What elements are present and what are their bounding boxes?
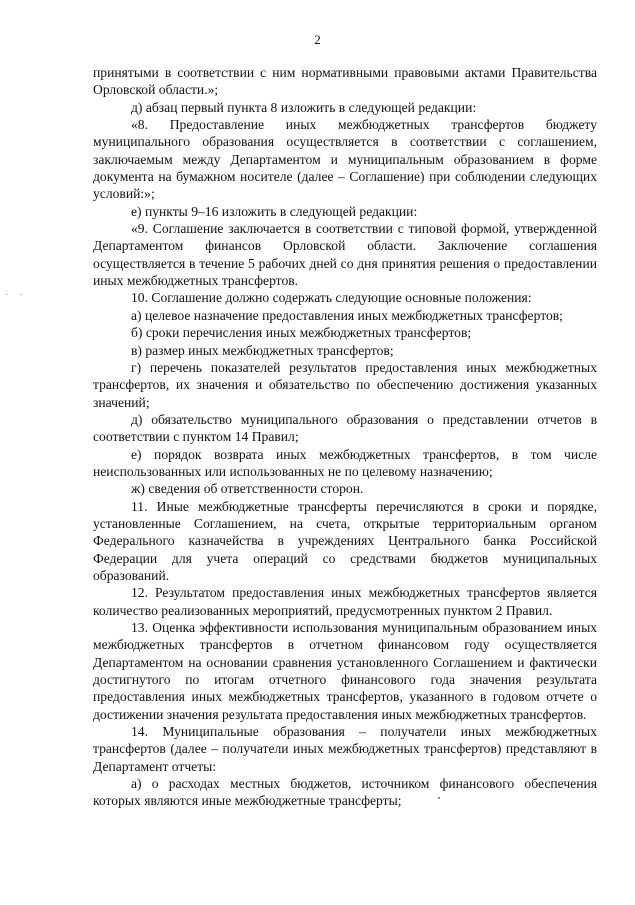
paragraph: ж) сведения об ответственности сторон. <box>131 481 364 497</box>
paragraph: «8. Предоставление иных межбюджетных трансфертов бюджету муниципального образования осуществляется в соответствии с соглашением, заключаемым между Департаментом и муниципальным образованием в форме документа на бумажном носителе (далее – Соглашение) при соблюдении следующих условий:»; <box>93 117 597 202</box>
paragraph: 11. Иные межбюджетные трансферты перечисляются в сроки и порядке, установленные Соглашением, на счета, открытые территориальным органом Федерального казначейства в учреждениях Центрального банка Российской Федерации для учета операций со средствами бюджетов муниципальных образований. <box>93 498 597 583</box>
paragraph: б) сроки перечисления иных межбюджетных трансфертов; <box>131 325 472 341</box>
paragraph: принятыми в соответствии с ним нормативными правовыми актами Правительства Орловской области.»; <box>93 65 597 98</box>
scan-artifact-dots: . . <box>6 288 27 297</box>
paragraph: д) абзац первый пункта 8 изложить в следующей редакции: <box>131 99 477 115</box>
paragraph: 10. Соглашение должно содержать следующие основные положения: <box>131 290 532 306</box>
paragraph: «9. Соглашение заключается в соответствии с типовой формой, утвержденной Департаментом финансов Орловской области. Заключение соглашения осуществляется в течение 5 рабочих дней со дня принятия решения о предоставлении иных межбюджетных трансфертов. <box>93 221 597 289</box>
paragraph: в) размер иных межбюджетных трансфертов; <box>131 342 394 358</box>
paragraph: 13. Оценка эффективности использования муниципальным образованием иных межбюджетных трансфертов в отчетном финансовом году осуществляется Департаментом на основании сравнения установленного Соглашением и фактически достигнутого по итогам отчетного финансового года значения результата предоставления иных межбюджетных трансфертов, указанного в годовом отчете о достижении значения результата предоставления иных межбюджетных трансфертов. <box>93 620 597 722</box>
paragraph: а) целевое назначение предоставления иных межбюджетных трансфертов; <box>131 307 563 323</box>
paragraph: д) обязательство муниципального образования о представлении отчетов в соответствии с пунктом 14 Правил; <box>93 411 597 445</box>
paragraph: е) порядок возврата иных межбюджетных трансфертов, в том числе неиспользованных или использованных не по целевому назначению; <box>93 446 597 479</box>
document-body <box>93 64 597 810</box>
paragraph: а) о расходах местных бюджетов, источником финансового обеспечения которых являются иные межбюджетные трансферты; <box>93 776 597 809</box>
paragraph: 12. Результатом предоставления иных межбюджетных трансфертов является количество реализованных мероприятий, предусмотренных пунктом 2 Правил. <box>93 585 597 618</box>
page-number: 2 <box>314 32 321 47</box>
paragraph: е) пункты 9–16 изложить в следующей редакции: <box>131 203 418 219</box>
paragraph: г) перечень показателей результатов предоставления иных межбюджетных трансфертов, их значения и обязательство по обеспечению достижения указанных значений; <box>93 359 597 410</box>
paragraph: 14. Муниципальные образования – получатели иных межбюджетных трансфертов (далее – получатели иных межбюджетных трансфертов) представляют в Департамент отчеты: <box>93 724 597 774</box>
